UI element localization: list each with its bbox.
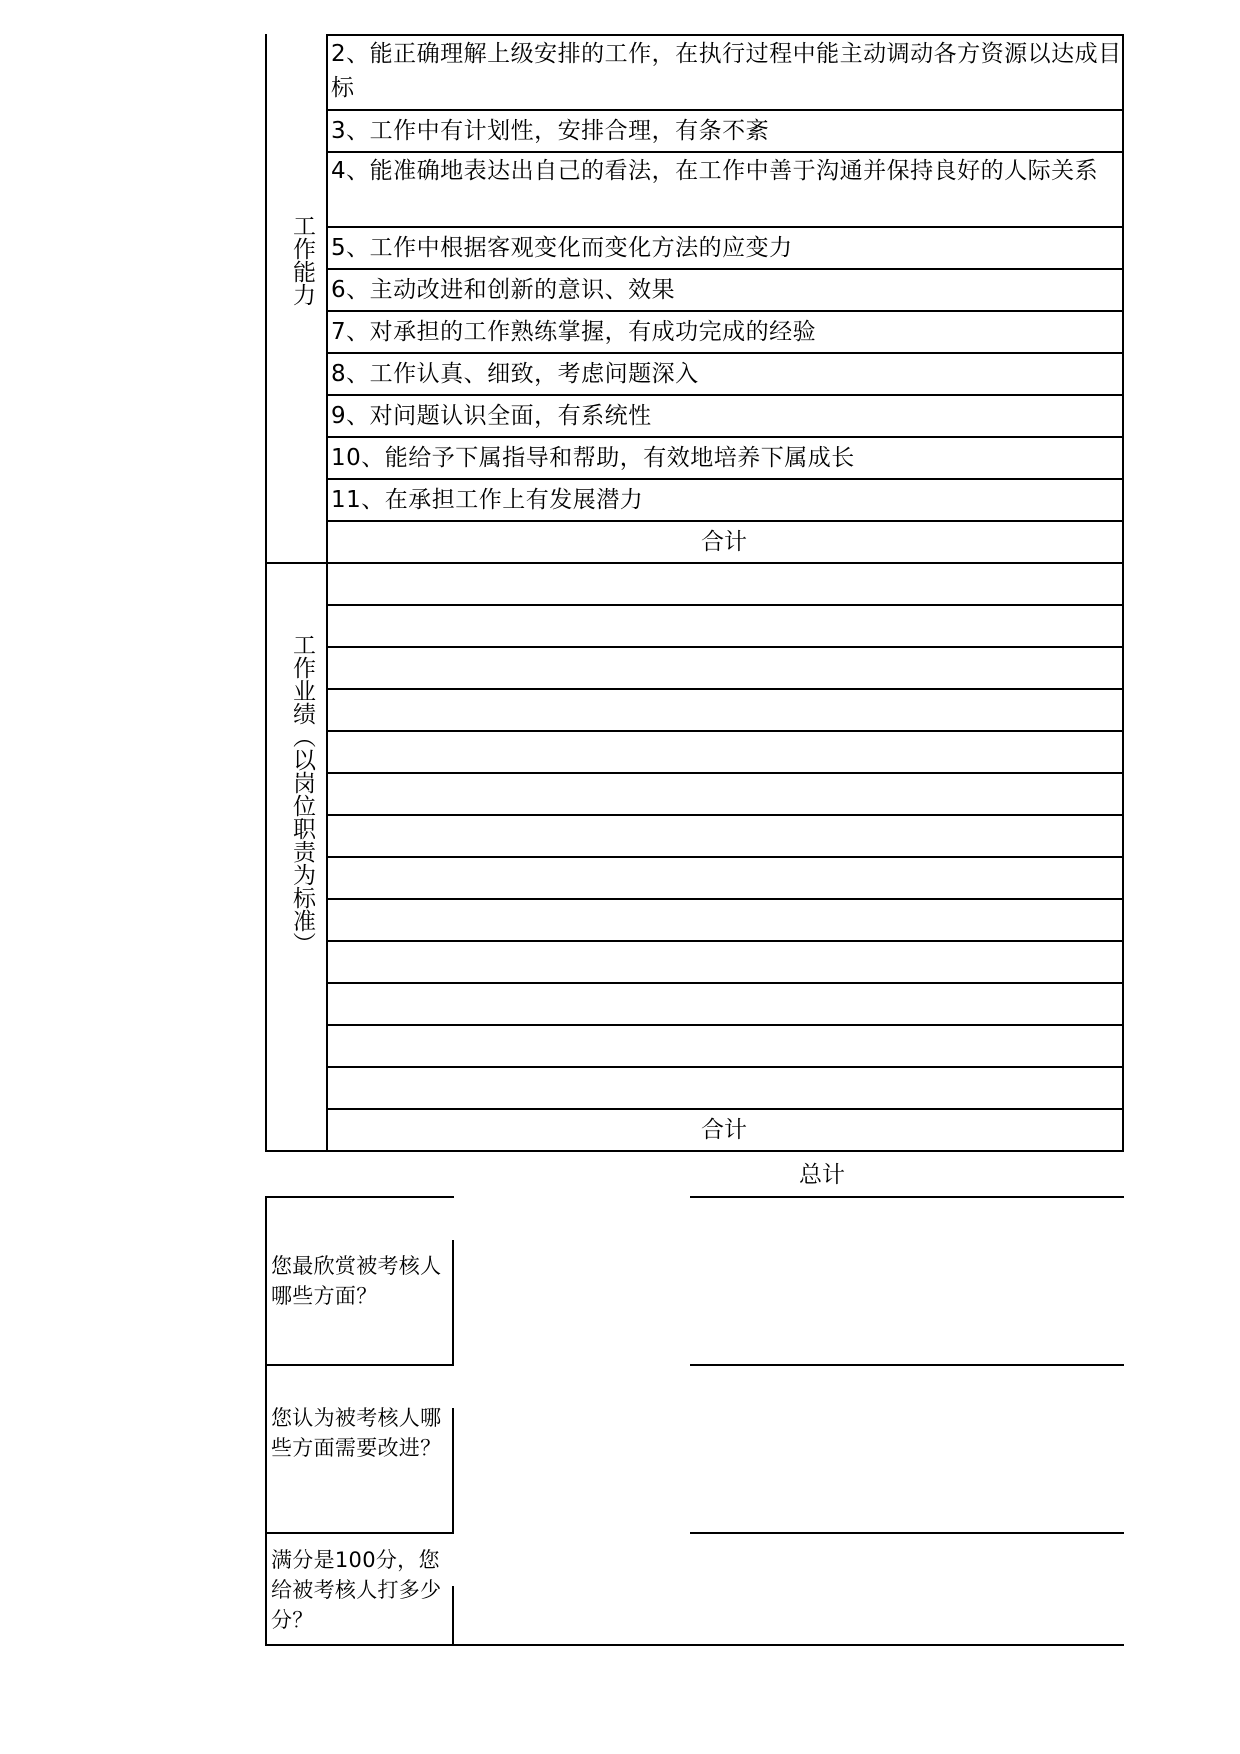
row-divider <box>326 151 1124 153</box>
question-divider <box>452 1586 454 1646</box>
ability-item-11: 11、在承担工作上有发展潜力 <box>331 487 644 513</box>
row-divider <box>326 730 1124 732</box>
row-divider <box>326 604 1124 606</box>
row-divider <box>326 856 1124 858</box>
row-divider <box>326 226 1124 228</box>
row-divider <box>326 646 1124 648</box>
comment-left-top-line <box>265 1196 454 1198</box>
ability-item-3: 3、工作中有计划性，安排合理，有条不紊 <box>331 118 770 144</box>
row-divider <box>326 1108 1124 1110</box>
row-divider <box>326 520 1124 522</box>
row-divider <box>326 436 1124 438</box>
question-divider <box>452 1408 454 1534</box>
answer-top-line <box>690 1196 1124 1198</box>
answer-row-divider <box>690 1364 1124 1366</box>
comment-left-border <box>265 1196 267 1646</box>
row-divider <box>326 310 1124 312</box>
row-divider <box>326 352 1124 354</box>
question-appreciate: 您最欣赏被考核人哪些方面？ <box>271 1254 442 1308</box>
comment-bottom-line <box>265 1644 1124 1646</box>
row-divider <box>326 898 1124 900</box>
row-divider <box>326 982 1124 984</box>
ability-item-5: 5、工作中根据客观变化而变化方法的应变力 <box>331 235 793 261</box>
row-divider <box>326 1066 1124 1068</box>
question-score: 满分是100分，您给被考核人打多少分？ <box>271 1548 442 1632</box>
comment-row-divider <box>265 1364 454 1366</box>
row-divider <box>326 478 1124 480</box>
ability-item-9: 9、对问题认识全面，有系统性 <box>331 403 652 429</box>
row-divider <box>326 1024 1124 1026</box>
row-divider <box>326 394 1124 396</box>
label-column-divider <box>326 34 328 1152</box>
answer-row-divider <box>690 1532 1124 1534</box>
ability-item-4: 4、能准确地表达出自己的看法，在工作中善于沟通并保持良好的人际关系 <box>331 158 1099 184</box>
row-divider <box>326 814 1124 816</box>
ability-section-label: 工作能力 <box>289 214 315 306</box>
table-right-border <box>1122 34 1124 1152</box>
ability-subtotal-label: 合计 <box>701 529 747 555</box>
row-divider <box>326 940 1124 942</box>
grand-total-label: 总计 <box>799 1162 845 1188</box>
row-divider <box>326 109 1124 111</box>
question-divider <box>452 1240 454 1366</box>
performance-subtotal-label: 合计 <box>701 1117 747 1143</box>
question-improve: 您认为被考核人哪些方面需要改进？ <box>271 1406 442 1460</box>
ability-item-10: 10、能给予下属指导和帮助，有效地培养下属成长 <box>331 445 855 471</box>
table-bottom-border <box>265 1150 1124 1152</box>
row-divider <box>326 268 1124 270</box>
table-left-border <box>265 34 267 1152</box>
ability-item-2: 2、能正确理解上级安排的工作，在执行过程中能主动调动各方资源以达成目标 <box>331 41 1122 101</box>
row-divider <box>326 34 1124 36</box>
ability-item-6: 6、主动改进和创新的意识、效果 <box>331 277 676 303</box>
comment-row-divider <box>265 1532 454 1534</box>
performance-section-label: 工作业绩（以岗位职责为标准） <box>289 633 315 955</box>
section-divider <box>265 562 1124 564</box>
row-divider <box>326 772 1124 774</box>
ability-item-7: 7、对承担的工作熟练掌握，有成功完成的经验 <box>331 319 817 345</box>
row-divider <box>326 688 1124 690</box>
ability-item-8: 8、工作认真、细致，考虑问题深入 <box>331 361 699 387</box>
